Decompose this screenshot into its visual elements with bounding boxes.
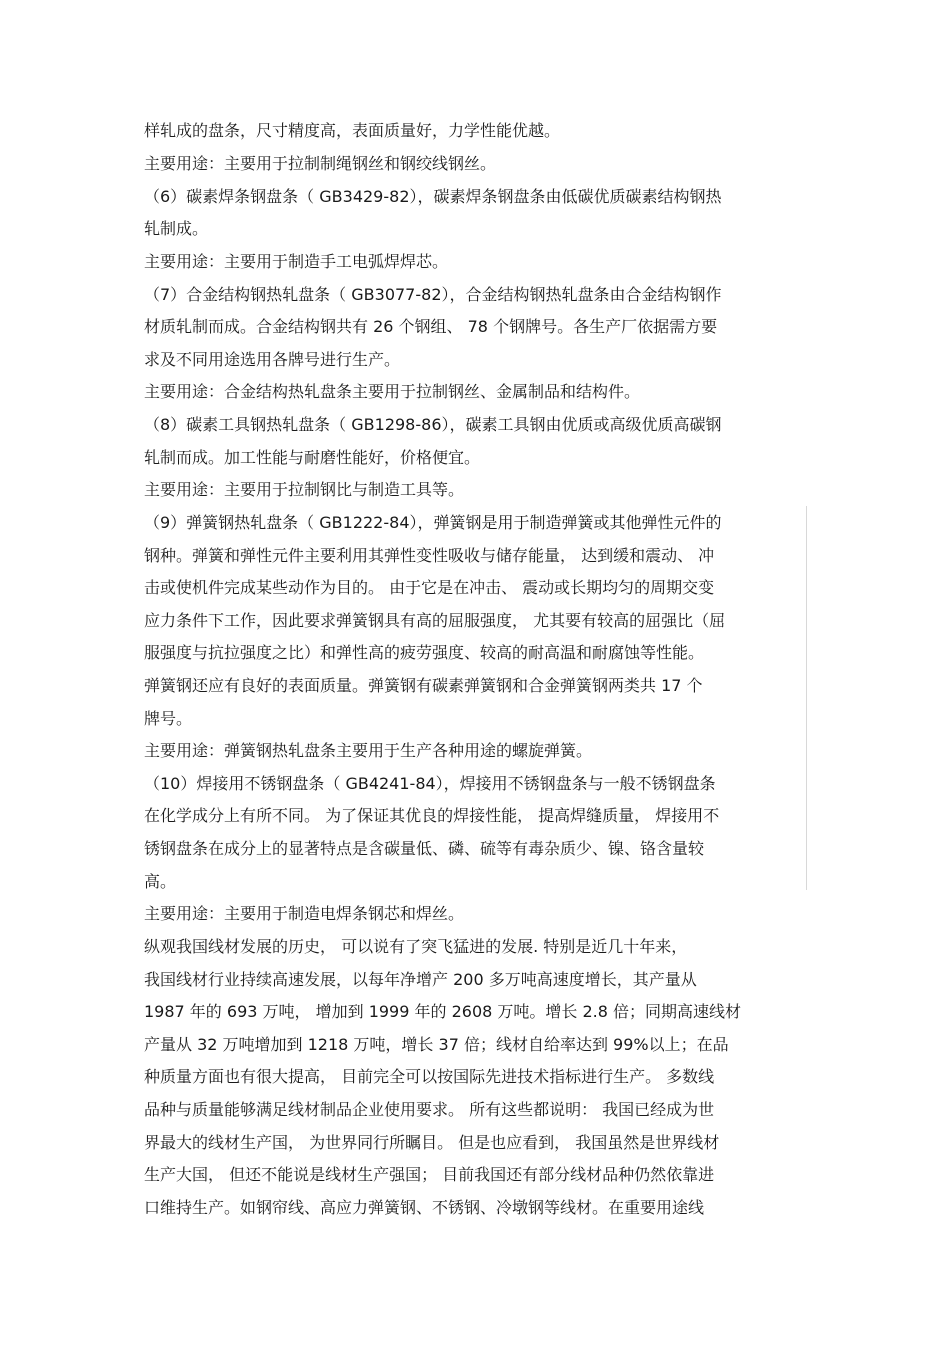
- usage-line: 主要用途：主要用于拉制钢比与制造工具等。: [144, 480, 465, 499]
- item-heading-10: （10）焊接用不锈钢盘条（ GB4241-84），焊接用不锈钢盘条与一般不锈钢盘条: [144, 774, 716, 793]
- body-line: 牌号。: [144, 709, 193, 728]
- body-line: 高。: [144, 872, 177, 891]
- body-line: 材质轧制而成。合金结构钢共有 26 个钢组、 78 个钢牌号。各生产厂依据需方要: [144, 317, 718, 336]
- body-line: 轧制成。: [144, 219, 209, 238]
- usage-line: 主要用途：主要用于拉制制绳钢丝和钢绞线钢丝。: [144, 154, 497, 173]
- body-line: 求及不同用途选用各牌号进行生产。: [144, 350, 401, 369]
- usage-line: 主要用途：弹簧钢热轧盘条主要用于生产各种用途的螺旋弹簧。: [144, 741, 593, 760]
- body-line: 弹簧钢还应有良好的表面质量。弹簧钢有碳素弹簧钢和合金弹簧钢两类共 17 个: [144, 676, 703, 695]
- body-line: 应力条件下工作，因此要求弹簧钢具有高的屈服强度， 尤其要有较高的屈强比（屈: [144, 611, 726, 630]
- body-line: 1987 年的 693 万吨， 增加到 1999 年的 2608 万吨。增长 2.8 倍；同期高速线材: [144, 1002, 742, 1021]
- body-line: 轧制而成。加工性能与耐磨性能好，价格便宜。: [144, 448, 481, 467]
- body-line: 锈钢盘条在成分上的显著特点是含碳量低、磷、硫等有毒杂质少、镍、铬含量较: [144, 839, 705, 858]
- usage-line: 主要用途：主要用于制造电焊条钢芯和焊丝。: [144, 904, 465, 923]
- body-line: 样轧成的盘条，尺寸精度高，表面质量好，力学性能优越。: [144, 121, 561, 140]
- body-line: 生产大国， 但还不能说是线材生产强国； 目前我国还有部分线材品种仍然依靠进: [144, 1165, 715, 1184]
- usage-line: 主要用途：主要用于制造手工电弧焊焊芯。: [144, 252, 449, 271]
- body-line: 我国线材行业持续高速发展，以每年净增产 200 多万吨高速度增长，其产量从: [144, 970, 697, 989]
- body-line: 服强度与抗拉强度之比）和弹性高的疲劳强度、较高的耐高温和耐腐蚀等性能。: [144, 643, 705, 662]
- item-heading-8: （8）碳素工具钢热轧盘条（ GB1298-86），碳素工具钢由优质或高级优质高碳钢: [144, 415, 722, 434]
- item-heading-7: （7）合金结构钢热轧盘条（ GB3077-82），合金结构钢热轧盘条由合金结构钢作: [144, 285, 722, 304]
- body-line: 钢种。弹簧和弹性元件主要利用其弹性变性吸收与储存能量， 达到缓和震动、 冲: [144, 546, 715, 565]
- body-line: 种质量方面也有很大提高， 目前完全可以按国际先进技术指标进行生产。 多数线: [144, 1067, 715, 1086]
- usage-line: 主要用途：合金结构热轧盘条主要用于拉制钢丝、金属制品和结构件。: [144, 382, 641, 401]
- item-heading-9: （9）弹簧钢热轧盘条（ GB1222-84），弹簧钢是用于制造弹簧或其他弹性元件的: [144, 513, 722, 532]
- paragraph-start: 纵观我国线材发展的历史， 可以说有了突飞猛进的发展. 特别是近几十年来，: [144, 937, 688, 956]
- body-line: 口维持生产。如钢帘线、高应力弹簧钢、不锈钢、冷墩钢等线材。在重要用途线: [144, 1198, 705, 1217]
- body-line: 产量从 32 万吨增加到 1218 万吨，增长 37 倍；线材自给率达到 99%以上；在品: [144, 1035, 729, 1054]
- body-line: 品种与质量能够满足线材制品企业使用要求。 所有这些都说明： 我国已经成为世: [144, 1100, 715, 1119]
- item-heading-6: （6）碳素焊条钢盘条（ GB3429-82），碳素焊条钢盘条由低碳优质碳素结构钢热: [144, 187, 722, 206]
- body-line: 在化学成分上有所不同。 为了保证其优良的焊接性能， 提高焊缝质量， 焊接用不: [144, 806, 720, 825]
- body-line: 界最大的线材生产国， 为世界同行所瞩目。 但是也应看到， 我国虽然是世界线材: [144, 1133, 720, 1152]
- body-line: 击或使机件完成某些动作为目的。 由于它是在冲击、 震动或长期均匀的周期交变: [144, 578, 715, 597]
